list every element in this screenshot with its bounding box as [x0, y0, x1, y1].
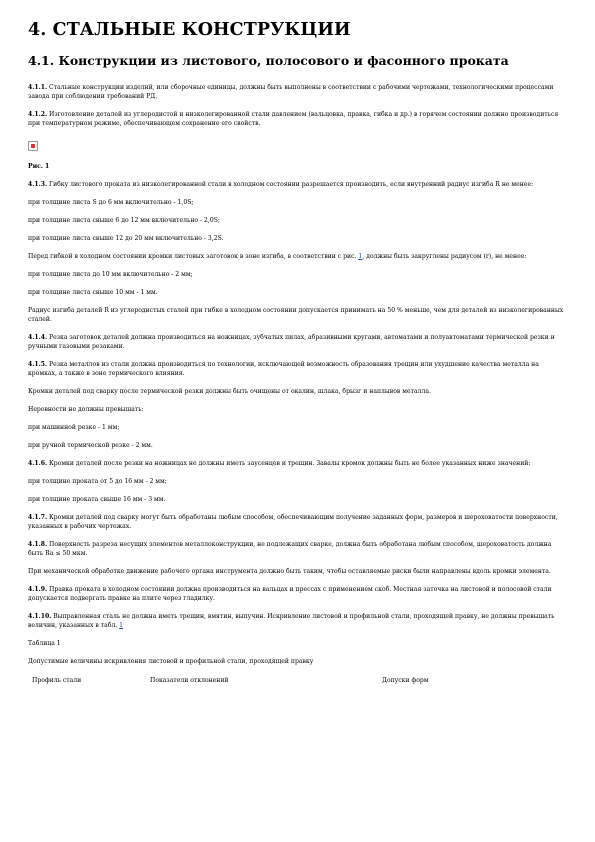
paragraph-text: Резка металлов из стали должна производиться по технологии, исключающей возможность образования трещин или ухудшение качества металла на кромках, а также в зоне термического влияния. [28, 361, 539, 377]
table-header-cell: Профиль стали [32, 677, 82, 684]
paragraph-text: , должны быть закруглены радиусом (r), не менее: [362, 253, 527, 260]
list-item: при толщине проката от 5 до 16 мм - 2 мм; [28, 478, 167, 485]
broken-image-icon [28, 141, 38, 151]
paragraph-4-1-4 [28, 333, 567, 351]
table-header-row [28, 676, 567, 685]
clause-number: 4.1.2. [28, 111, 48, 118]
paragraph-4-1-2 [28, 110, 567, 128]
paragraph-text: Правка проката в холодном состоянии должна производиться на вальцах и прессах с применением скоб. Местная заточка на листовой и полосовой стали допускается подвергать правке на плите через гладилку. [28, 586, 552, 602]
paragraph-text: Резка заготовок деталей должна производиться на ножницах, зубчатых пилах, абразивными кругами, автоматами и полуавтоматами термической резки и ручными газовыми резаками. [28, 334, 555, 350]
figure-caption: Рис. 1 [28, 163, 50, 170]
paragraph-text: Кромки деталей под сварку могут быть обработаны любым способом, обеспечивающим получение заданных форм, размеров и шероховатости поверхности, указанных в рабочих чертежах. [28, 514, 558, 530]
clause-number: 4.1.7. [28, 514, 48, 521]
paragraph-4-1-3 [28, 180, 567, 189]
section-heading: 4. СТАЛЬНЫЕ КОНСТРУКЦИИ [28, 20, 351, 40]
paragraph-4-1-9 [28, 585, 567, 603]
clause-number: 4.1.8. [28, 541, 48, 548]
clause-number: 4.1.1. [28, 84, 48, 91]
list-item: при толщине листа свыше 10 мм - 1 мм. [28, 289, 158, 296]
paragraph-4-1-6 [28, 459, 567, 468]
subsection-heading: 4.1. Конструкции из листового, полосового и фасонного проката [28, 53, 509, 68]
list-item: при толщине проката свыше 16 мм - 3 мм. [28, 496, 166, 503]
clause-number: 4.1.5. [28, 361, 48, 368]
table-header-cell: Показатели отклонений [150, 677, 229, 684]
figure-link[interactable]: 1 [358, 253, 363, 260]
paragraph-text: Перед гибкой в холодном состоянии кромки листовых заготовок в зоне изгиба, в соответствии с рис. [28, 253, 359, 260]
paragraph-4-1-8 [28, 540, 567, 558]
list-item: при машинной резке - 1 мм; [28, 424, 120, 431]
paragraph-text: Стальные конструкции изделий, или сборочные единицы, должны быть выполнены в соответствии с рабочими чертежами, технологическими процессами завода при соблюдении требований РД. [28, 84, 554, 100]
list-item: при ручной термической резке - 2 мм. [28, 442, 153, 449]
table-label: Таблица 1 [28, 640, 61, 647]
list-item: при толщине листа свыше 6 до 12 мм включительно - 2,0S; [28, 217, 220, 224]
list-item: при толщине листа свыше 12 до 20 мм включительно - 3,2S. [28, 235, 224, 242]
paragraph-text: Гибку листового проката из низколегированной стали в холодном состоянии разрешается производить, если внутренний радиус изгиба R не менее: [47, 181, 534, 188]
paragraph-edge-cleaning: Кромки деталей под сварку после термической резки должны быть очищены от окалин, шлака, брызг и наплывов металла. [28, 388, 431, 395]
paragraph-4-1-10 [28, 612, 567, 630]
paragraph-machining: При механической обработке движение рабочего органа инструмента должно быть таким, чтобы оставляемые риски были направлены вдоль кромки элемента. [28, 568, 551, 575]
paragraph-4-1-7 [28, 513, 567, 531]
paragraph-4-1-1 [28, 83, 567, 101]
paragraph-text: Выправленная сталь не должна иметь трещин, вмятин, выпучин. Искривление листовой и профильной стали, проходящей правку, не должны превышать величин, указанных в табл. [28, 613, 555, 629]
paragraph-text: Кромки деталей после резки на ножницах не должны иметь заусенцев и трещин. Завалы кромок должны быть не более указанных ниже значений: [47, 460, 531, 467]
clause-number: 4.1.4. [28, 334, 48, 341]
paragraph-text: Изготовление деталей из углеродистой и низколегированной стали давлением (вальцовка, правка, гибка и др.) в горячем состоянии должно производиться при температурном режиме, обеспечивающем сохранение его свойств. [28, 111, 559, 127]
paragraph-irregularities: Неровности не должны превышать: [28, 406, 144, 413]
list-item: при толщине листа до 10 мм включительно - 2 мм; [28, 271, 193, 278]
paragraph-bend-radius: Радиус изгиба деталей R из углеродистых сталей при гибке в холодном состоянии допускается принимать на 50 % меньше, чем для деталей из низколегированных сталей. [28, 307, 564, 323]
clause-number: 4.1.9. [28, 586, 48, 593]
paragraph-edge-rounding [28, 252, 567, 261]
clause-number: 4.1.3. [28, 181, 48, 188]
clause-number: 4.1.6. [28, 460, 48, 467]
paragraph-4-1-5 [28, 360, 567, 378]
paragraph-text: Поверхность разреза несущих элементов металлоконструкции, не подлежащих сварке, должна быть обработана любым способом, шероховатость должна быть Ra ≤ 50 мкм. [28, 541, 552, 557]
table-title: Допустимые величины искривления листовой и профильной стали, проходящей правку [28, 658, 314, 665]
table-link[interactable]: 1 [119, 622, 124, 629]
list-item: при толщине листа S до 6 мм включительно - 1,0S; [28, 199, 194, 206]
clause-number: 4.1.10. [28, 613, 52, 620]
table-header-cell: Допуски форм [382, 677, 429, 684]
